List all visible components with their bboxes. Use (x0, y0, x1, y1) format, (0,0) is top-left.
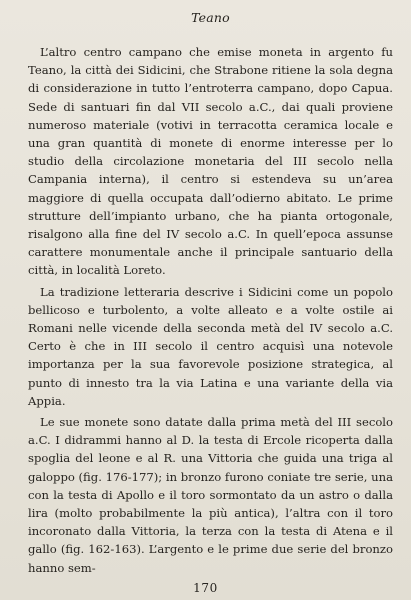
body-text (28, 43, 393, 577)
paragraph-2: La tradizione letteraria descrive i Sidicini come un popolo bellicoso e turbolento, a volte alleato e a volte ostile ai Romani nelle vicende della seconda metà del IV secolo a.C. Certo è che in III secolo il centro acquisì una notevole importanza per la sua favorevole posizione strategica, al punto di innesto tra la via Latina e una variante della via Appia. (28, 284, 393, 408)
paragraph-3: Le sue monete sono datate dalla prima metà del III secolo a.C. I didrammi hanno al D. la testa di Ercole ricoperta dalla spoglia del leone e al R. una Vittoria che guida una triga al galoppo (fig. 176-177); in bronzo furono coniate tre serie, una con la testa di Apollo e il toro sormontato da un astro o dalla lira (molto probabilmente la più antica), l’altra con il toro incoronato dalla Vittoria, la terza con la testa di Atena e il gallo (fig. 162-163). L’argento e le prime due serie del bronzo hanno sem- (28, 415, 393, 575)
running-head: Teano (191, 10, 230, 25)
paragraph-1: L’altro centro campano che emise moneta in argento fu Teano, la città dei Sidicini, che Strabone ritiene la sola degna di considerazione in tutto l’entroterra campano, dopo Capua. Sede di santuari fin dal VII secolo a.C., dai quali proviene numeroso materiale (votivi in terracotta ceramica locale e una gran quantità di monete di enorme interesse per lo studio della circolazione monetaria del III secolo nella Campania interna), il centro si estendeva su un’area maggiore di quella occupata dall’odierno abitato. Le prime strutture dell’impianto urbano, che ha pianta ortogonale, risalgono alla fine del IV secolo a.C. In quell’epoca assunse carattere monumentale anche il principale santuario della città, in località Loreto. (28, 45, 393, 278)
page-number: 170 (193, 581, 218, 595)
